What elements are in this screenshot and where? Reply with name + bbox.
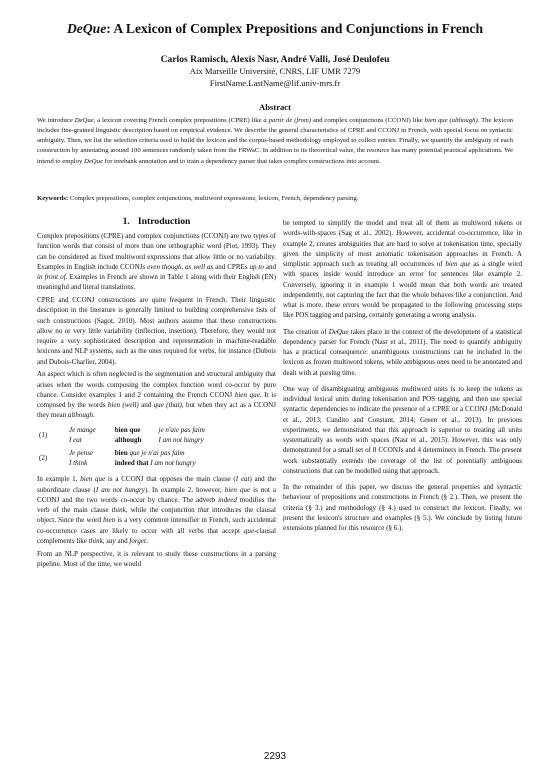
- abstract-text: We introduce DeQue, a lexicon covering French complex prepositions (CPRE) like à partir de (from) and complex conjunctions (CCONJ) like bien que (although). The lexicon includes fine-grained linguistic description based on empirical evidence. We describe the general characteristics of CPRE and CCONJ in French, with special focus on syntactic ambiguity. Then, we list the selection criteria used to build the lexicon and the corpus-based methodology employed to collect entries. Finally, we quantify the ambiguity of each construction by annotating around 100 sentences randomly taken from the FRWaC. In addition to its theoretical value, the resource has many potential practical applications. We intend to employ DeQue for treebank annotation and to train a dependency parser that takes complex constructions into account.: [37, 117, 514, 165]
- paragraph: In example 1, bien que is a CCONJ that opposes the main clause (I eat) and the subordinate clause (I am not hungry). In example 2, however, bien que is not a CCONJ and the two words co-occur by chance. The adverb indeed modifies the verb of the main clause think, while the conjunction that introduces the clausal object. Since the word bien is a very common intensifier in French, such accidental co-occurrence cases are likely to occur with all verbs that accept que-clausal complements like think, say and forget.: [37, 475, 277, 545]
- affiliation: Aix Marseille Université, CNRS, LIF UMR 7279: [189, 66, 361, 76]
- example-french-line: Je pense bien que je n'ai pas faim: [69, 448, 185, 457]
- section-heading: 1. Introduction: [122, 216, 191, 227]
- example-french-line: Je mange bien que je n'aie pas faim: [69, 425, 205, 434]
- example-english-line: I eat although I am not hungry: [69, 435, 204, 444]
- example-2: (2) Je pense bien que je n'ai pas faim I think indeed that I am not hungry: [39, 448, 196, 468]
- paragraph: From an NLP perspective, it is relevant to study these constructions in a parsing pipeline. Most of the time, we would: [37, 549, 276, 568]
- authors: Carlos Ramisch, Alexis Nasr, André Valli, José Deulofeu: [160, 54, 390, 65]
- example-1: (1) Je mange bien que je n'aie pas faim I eat although I am not hungry: [39, 425, 205, 444]
- email: FirstName.LastName@lif.univ-mrs.fr: [209, 78, 341, 88]
- right-column: [283, 218, 522, 536]
- paragraph: An aspect which is often neglected is the segmentation and structural ambiguity that arises when the words composing the complex function word co-occur by pure chance. Consider examples 1 and 2 containing the French CCONJ bien que. It is composed by the words bien (well) and que (that), but when they act as a CCONJ they mean although.: [37, 370, 276, 420]
- left-column: [37, 215, 276, 572]
- abstract-heading: Abstract: [259, 102, 291, 112]
- abstract: [37, 116, 513, 167]
- paragraph: Complex prepositions (CPRE) and complex conjunctions (CCONJ) are two types of function words that consist of more than one orthographic word (Piot, 1993). They can be considered as fixed multiword expressions that allow little or no variability. Examples in English include CCONJs even though, as well as and CPREs up to and in front of. Examples in French are shown in Table 1 along with their English (EN) meaningful and literal translations.: [37, 232, 276, 292]
- examples: [37, 425, 276, 469]
- paper-title: DeQue: A Lexicon of Complex Prepositions and Conjunctions in French: [66, 21, 484, 36]
- paragraph: In the remainder of this paper, we discuss the general properties and syntactic behaviour of prepositions and constructions in French (§ 2.). Then, we present the criteria (§ 3.) and methodology (§ 4.) used to construct the lexicon. Finally, we present the lexicon's structure and examples (§ 5.). We conclude by listing future extensions planned for this resource (§ 6.).: [283, 483, 522, 532]
- paragraph: CPRE and CCONJ constructions are quite frequent in French. Their linguistic description in the literature is generally limited to building comprehensive lists of such constructions (Sagot, 2010). Most authors assume that these constructions allow no or very little variability (inflection, insertion). Therefore, they would not require a very sophisticated description and representation in machine-readable lexicons and NLP systems, such as the ones required for verbs, for instance (Dubois and Dubois-Charlier, 2004).: [37, 296, 276, 366]
- keywords: Keywords: Complex prepositions, complex conjunctions, multiword expressions, lexicon, French, dependency parsing.: [37, 195, 359, 202]
- paragraph: The creation of DeQue takes place in the context of the development of a statistical dependency parser for French (Nasr et al., 2011). The need to quantify ambiguity has a practical consequence: unambiguous constructions can be included in the lexicon as frozen multiword tokens, while ambiguous ones need to be annotated and dealt with at parsing time.: [283, 327, 522, 377]
- example-english-line: I think indeed that I am not hungry: [69, 459, 196, 468]
- paragraph: One way of disambiguating ambiguous multiword units is to keep the tokens as individual lexical units during tokenisation and POS tagging, and then use special syntactic dependencies to indicate the presence of a CPRE or a CCONJ (McDonald et al., 2013; Candito and Constant, 2014; Green et al., 2013). In previous experiments, we demonstrated that this approach is superior to treating all units systematically as words with spaces (Nasr et al., 2015). However, this was only demonstrated for a small set of 8 CCONJs and 4 determiners in French. The present work substantially extends the coverage of the list of potentially ambiguous constructions that can be modelled using that approach.: [283, 384, 522, 475]
- paragraph: be tempted to simplify the model and treat all of them as multiword tokens or words-with-spaces (Sag et al., 2002). However, accidental co-occurrence, like in example 2, creates ambiguities that are hard to solve at tokenisation time, specially given the simplicity of most automatic tokenisation approaches in French. A simplistic approach such as treating all occurrences of bien que as a single word with spaces inside would introduce an error for sentences like example 2. Conversely, ignoring it in example 1 would mean that both words are treated independently, not capturing the fact that the whole behaves like a conjunction. And what is more, these errors would be propagated to the following processing steps like POS tagging and parsing, certainly generating a wrong analysis.: [283, 219, 522, 320]
- page-number: 2293: [263, 751, 287, 762]
